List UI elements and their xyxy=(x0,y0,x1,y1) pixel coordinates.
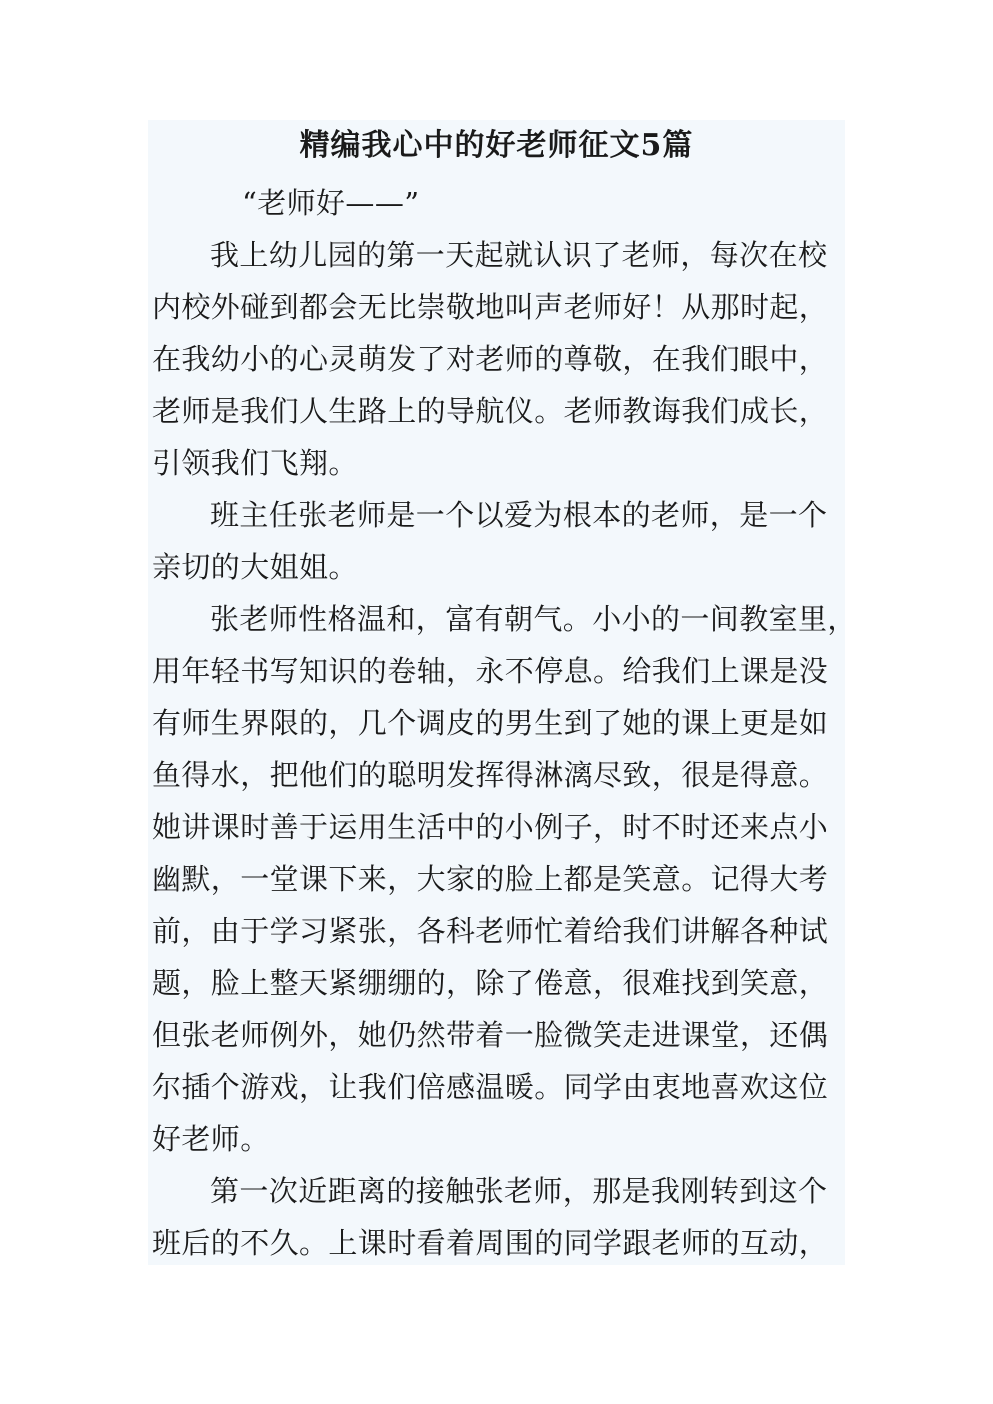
paragraph-line: 班后的不久。上课时看着周围的同学跟老师的互动， xyxy=(152,1226,829,1260)
paragraph-line: 有师生界限的，几个调皮的男生到了她的课上更是如 xyxy=(152,706,829,740)
paragraph-line: 我上幼儿园的第一天起就认识了老师，每次在校 xyxy=(210,238,828,272)
paragraph-line: 班主任张老师是一个以爱为根本的老师，是一个 xyxy=(210,498,828,532)
document-title: 精编我心中的好老师征文5篇 xyxy=(299,128,694,163)
paragraph-line: 幽默，一堂课下来，大家的脸上都是笑意。记得大考 xyxy=(152,862,829,896)
paragraph-line: 她讲课时善于运用生活中的小例子，时不时还来点小 xyxy=(152,810,829,844)
paragraph-line: 用年轻书写知识的卷轴，永不停息。给我们上课是没 xyxy=(152,654,829,688)
paragraph-line: 引领我们飞翔。 xyxy=(152,446,358,480)
paragraph-line: 张老师性格温和，富有朝气。小小的一间教室里， xyxy=(210,602,857,636)
paragraph-line: 第一次近距离的接触张老师，那是我刚转到这个 xyxy=(210,1174,828,1208)
paragraph-line: 亲切的大姐姐。 xyxy=(152,550,358,584)
paragraph-line: 题，脸上整天紧绷绷的，除了倦意，很难找到笑意， xyxy=(152,966,829,1000)
paragraph-line: 内校外碰到都会无比崇敬地叫声老师好！从那时起， xyxy=(152,290,829,324)
paragraph-line: “老师好——” xyxy=(242,186,420,220)
paragraph-line: 好老师。 xyxy=(152,1122,270,1156)
paragraph-line: 但张老师例外，她仍然带着一脸微笑走进课堂，还偶 xyxy=(152,1018,829,1052)
paragraph-line: 在我幼小的心灵萌发了对老师的尊敬，在我们眼中， xyxy=(152,342,829,376)
paragraph-line: 老师是我们人生路上的导航仪。老师教诲我们成长， xyxy=(152,394,829,428)
document-page xyxy=(148,120,857,1265)
paragraph-line: 鱼得水，把他们的聪明发挥得淋漓尽致，很是得意。 xyxy=(152,758,829,792)
paragraph-line: 前，由于学习紧张，各科老师忙着给我们讲解各种试 xyxy=(152,914,829,948)
paragraph-line: 尔插个游戏，让我们倍感温暖。同学由衷地喜欢这位 xyxy=(152,1070,829,1104)
